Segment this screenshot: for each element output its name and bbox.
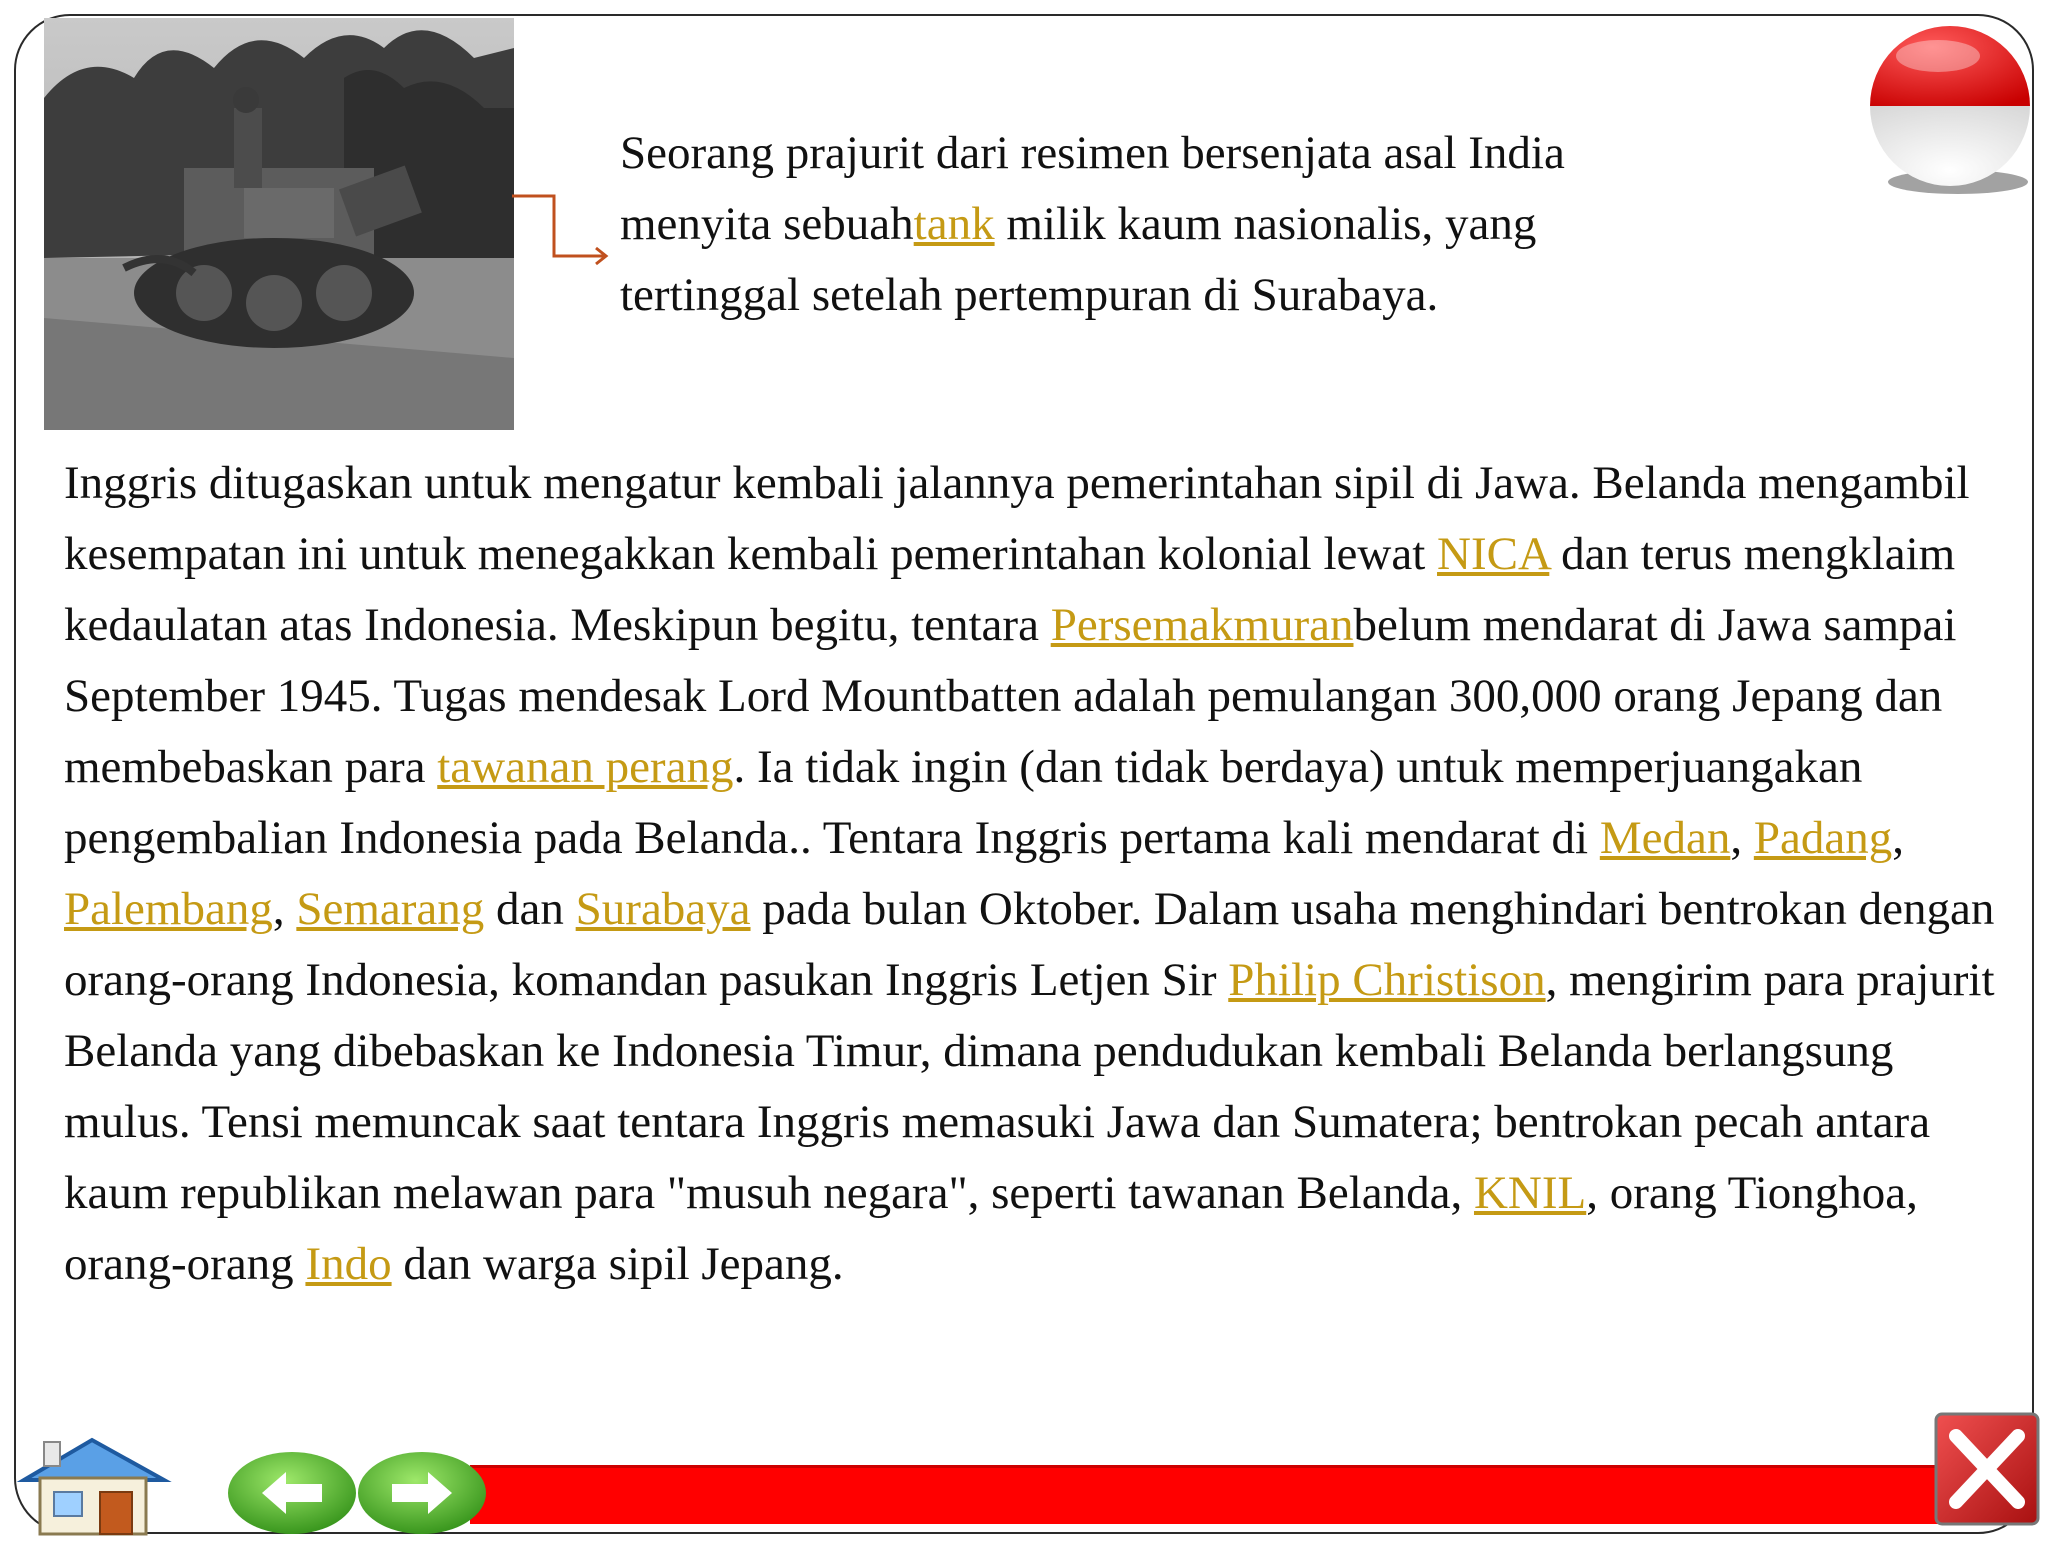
separator: , [272,883,297,935]
body-text-8: , orang Tionghoa, orang-orang [64,1167,1918,1290]
home-icon[interactable] [4,1432,184,1536]
body-text-7: , mengirim para prajurit Belanda yang dibebaskan ke Indonesia Timur, dimana pendudukan kembali Belanda berlangsung mulus. Tensi memuncak saat tentara Inggris memasuki Jawa dan Sumatera; bentrokan pecah antara kaum republikan melawan para "musuh negara", seperti tawanan Belanda, [64,954,1995,1219]
link-knil[interactable]: KNIL [1473,1167,1587,1219]
close-button[interactable] [1934,1412,2040,1526]
bottom-bar [470,1465,1950,1524]
photo-caption [620,118,1620,331]
back-button[interactable] [226,1450,358,1536]
separator: , [1892,812,1904,864]
body-text-4: . Ia tidak ingin (dan tidak berdaya) untuk memperjuangakan pengembalian Indonesia pada Belanda.. Tentara Inggris pertama kali mendarat di [64,741,1863,864]
next-button[interactable] [356,1450,488,1536]
body-paragraph [64,448,2014,1300]
caption-text: Seorang prajurit dari resimen bersenjata asal India menyita sebuah [620,127,1565,250]
connector-arrow-icon [512,190,622,270]
body-text-2: dan terus mengklaim kedaulatan atas Indonesia. Meskipun begitu, tentara [64,528,1956,651]
arrow-left-icon [226,1450,358,1536]
link-padang[interactable]: Padang [1753,812,1893,864]
link-persemakmuran[interactable]: Persemakmuran [1050,599,1354,651]
link-medan[interactable]: Medan [1599,812,1731,864]
body-text-1: Inggris ditugaskan untuk mengatur kembali jalannya pemerintahan sipil di Jawa. Belanda mengambil kesempatan ini untuk menegakkan kembali pemerintahan kolonial lewat [64,457,1970,580]
link-semarang[interactable]: Semarang [296,883,485,935]
caption-text-end: milik kaum nasionalis, yang tertinggal setelah pertempuran di Surabaya. [620,198,1537,321]
body-text-3: belum mendarat di Jawa sampai September 1945. Tugas mendesak Lord Mountbatten adalah pemulangan 300,000 orang Jepang dan membebaskan para [64,599,1957,793]
arrow-right-icon [356,1450,488,1536]
separator: , [1730,812,1754,864]
link-tank[interactable]: tank [913,198,995,250]
indonesia-flag-icon[interactable] [1862,22,2038,198]
link-philip-christison[interactable]: Philip Christison [1228,954,1546,1006]
tank-photo [44,18,514,430]
body-text-9: dan warga sipil Jepang. [391,1238,844,1290]
body-text-5: dan [484,883,576,935]
close-icon [1934,1412,2040,1526]
link-tawanan-perang[interactable]: tawanan perang [437,741,734,793]
body-text-6: pada bulan Oktober. Dalam usaha menghindari bentrokan dengan orang-orang Indonesia, komandan pasukan Inggris Letjen Sir [64,883,1995,1006]
link-palembang[interactable]: Palembang [64,883,273,935]
link-surabaya[interactable]: Surabaya [575,883,751,935]
link-indo[interactable]: Indo [305,1238,392,1290]
link-nica[interactable]: NICA [1437,528,1550,580]
